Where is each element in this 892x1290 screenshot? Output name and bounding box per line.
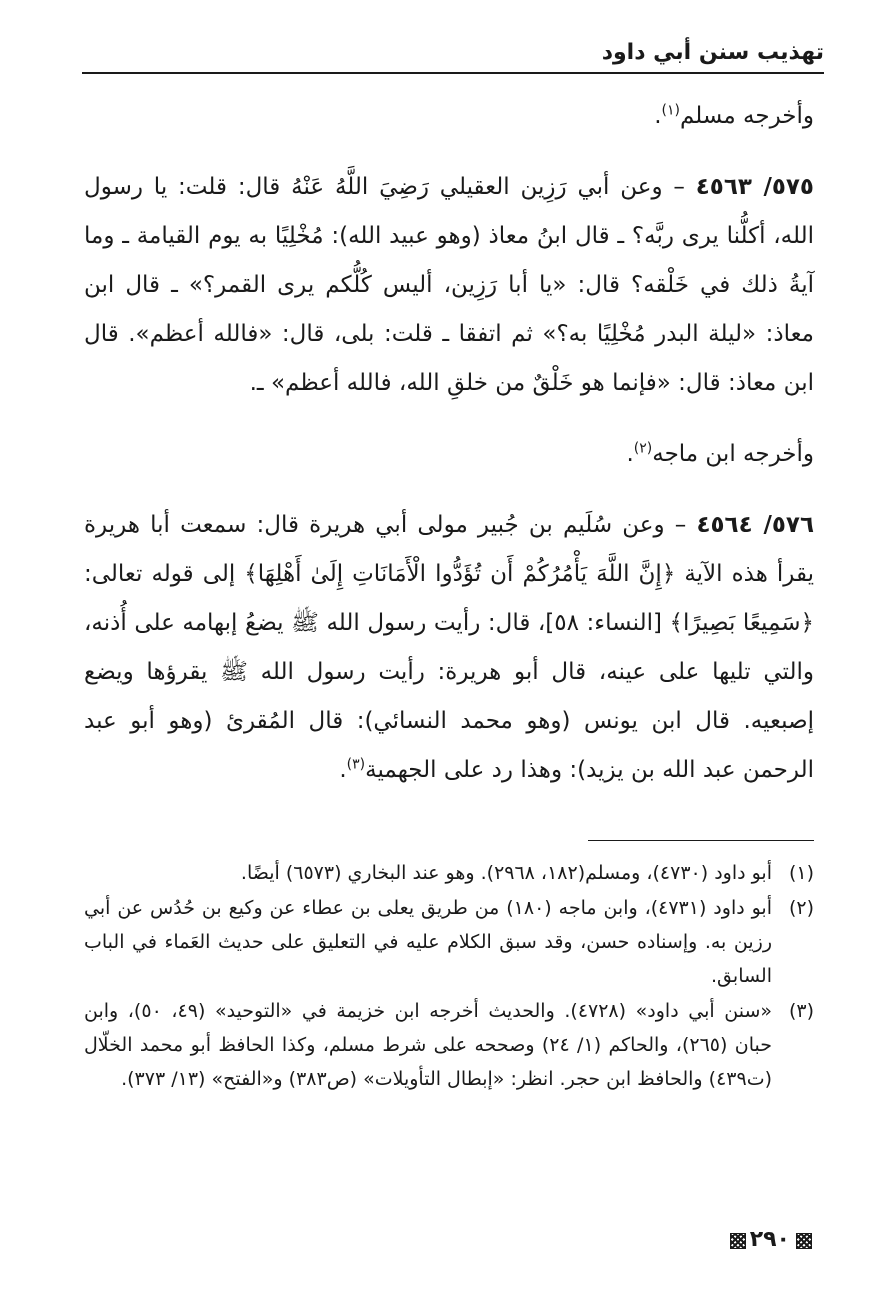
paragraph-end: .	[626, 441, 634, 467]
hadith-text: – وعن أبي رَزِين العقيلي رَضِيَ اللَّهُ عَنْهُ قال: قلت: يا رسول الله، أكلُّنا يرى ربَّه؟ ـ قال ابنُ معاذ (وهو عبيد الله): مُخْلِيًا به يوم القيامة ـ وما آيةُ ذلك في خَلْقه؟ قال: «يا أبا رَزِين، أليس كُلُّكم يرى القمر؟» ـ قال ابن معاذ: «ليلة البدر مُخْلِيًا به؟» ثم اتفقا ـ قلت: بلى، قال: «فالله أعظم». قال ابن معاذ: قال: «فإنما هو خَلْقٌ من خلقِ الله، فالله أعظم» ـ.	[84, 174, 814, 396]
footnote-number: (٢)	[788, 897, 814, 919]
square-ornament-icon	[794, 1231, 812, 1249]
hadith-number: ٥٧٦/ ٤٥٦٤	[696, 512, 814, 538]
footnote-text: أبو داود (٤٧٣١)، وابن ماجه (١٨٠) من طريق يعلى بن عطاء عن وكيع بن حُدُس عن أبي رزين به. وإسناده حسن، وقد سبق الكلام عليه في التعليق على حديث العَماء في الباب السابق.	[84, 897, 772, 987]
hadith-number: ٥٧٥/ ٤٥٦٣	[695, 174, 814, 200]
page-number-value: ٢٩٠	[749, 1227, 790, 1252]
paragraph-ibn-majah	[84, 430, 814, 479]
paragraph-end: .	[339, 757, 347, 783]
footnote-2	[84, 891, 814, 993]
main-text	[84, 92, 814, 795]
header-rule	[82, 72, 824, 74]
footnote-number: (١)	[788, 862, 814, 884]
footnote-ref-1[interactable]: (١)	[661, 102, 680, 119]
paragraph-text: وأخرجه ابن ماجه	[652, 441, 814, 467]
footnotes	[84, 856, 814, 1097]
footnote-text: أبو داود (٤٧٣٠)، ومسلم(١٨٢، ٢٩٦٨). وهو عند البخاري (٦٥٧٣) أيضًا.	[240, 862, 772, 884]
footnote-1	[84, 856, 814, 890]
footnote-ref-3[interactable]: (٣)	[346, 756, 366, 773]
page-number	[728, 1226, 812, 1254]
hadith-576	[84, 501, 814, 795]
square-ornament-icon	[728, 1231, 746, 1249]
paragraph-end: .	[654, 103, 662, 129]
hadith-text: – وعن سُلَيم بن جُبير مولى أبي هريرة قال: سمعت أبا هريرة يقرأ هذه الآية ﴿إِنَّ اللَّهَ يَأْمُرُكُمْ أَن تُؤَدُّوا الْأَمَانَاتِ إِلَىٰ أَهْلِهَا﴾ إلى قوله تعالى: ﴿سَمِيعًا بَصِيرًا﴾ [النساء: ٥٨]، قال: رأيت رسول الله ﷺ يضعُ إبهامه على أُذنه، والتي تليها على عينه، قال أبو هريرة: رأيت رسول الله ﷺ يقرؤها ويضع إصبعيه. قال ابن يونس (وهو محمد النسائي): قال المُقرئ (وهو أبو عبد الرحمن عبد الله بن يزيد): وهذا رد على الجهمية	[84, 512, 814, 783]
hadith-575	[84, 163, 814, 408]
paragraph-muslim	[84, 92, 814, 141]
footnote-text: «سنن أبي داود» (٤٧٢٨). والحديث أخرجه ابن خزيمة في «التوحيد» (٤٩، ٥٠)، وابن حبان (٢٦٥)، والحاكم (١/ ٢٤) وصححه على شرط مسلم، وكذا الحافظ أبو محمد الخلّال (ت٤٣٩) والحافظ ابن حجر. انظر: «إبطال التأويلات» (ص٣٨٣) و«الفتح» (١٣/ ٣٧٣).	[84, 1000, 772, 1090]
running-head: تهذيب سنن أبي داود	[601, 40, 824, 65]
footnote-ref-2[interactable]: (٢)	[633, 440, 653, 457]
paragraph-text: وأخرجه مسلم	[679, 103, 814, 129]
footnote-number: (٣)	[788, 1000, 814, 1022]
footnote-rule	[588, 840, 814, 841]
footnote-3	[84, 994, 814, 1096]
